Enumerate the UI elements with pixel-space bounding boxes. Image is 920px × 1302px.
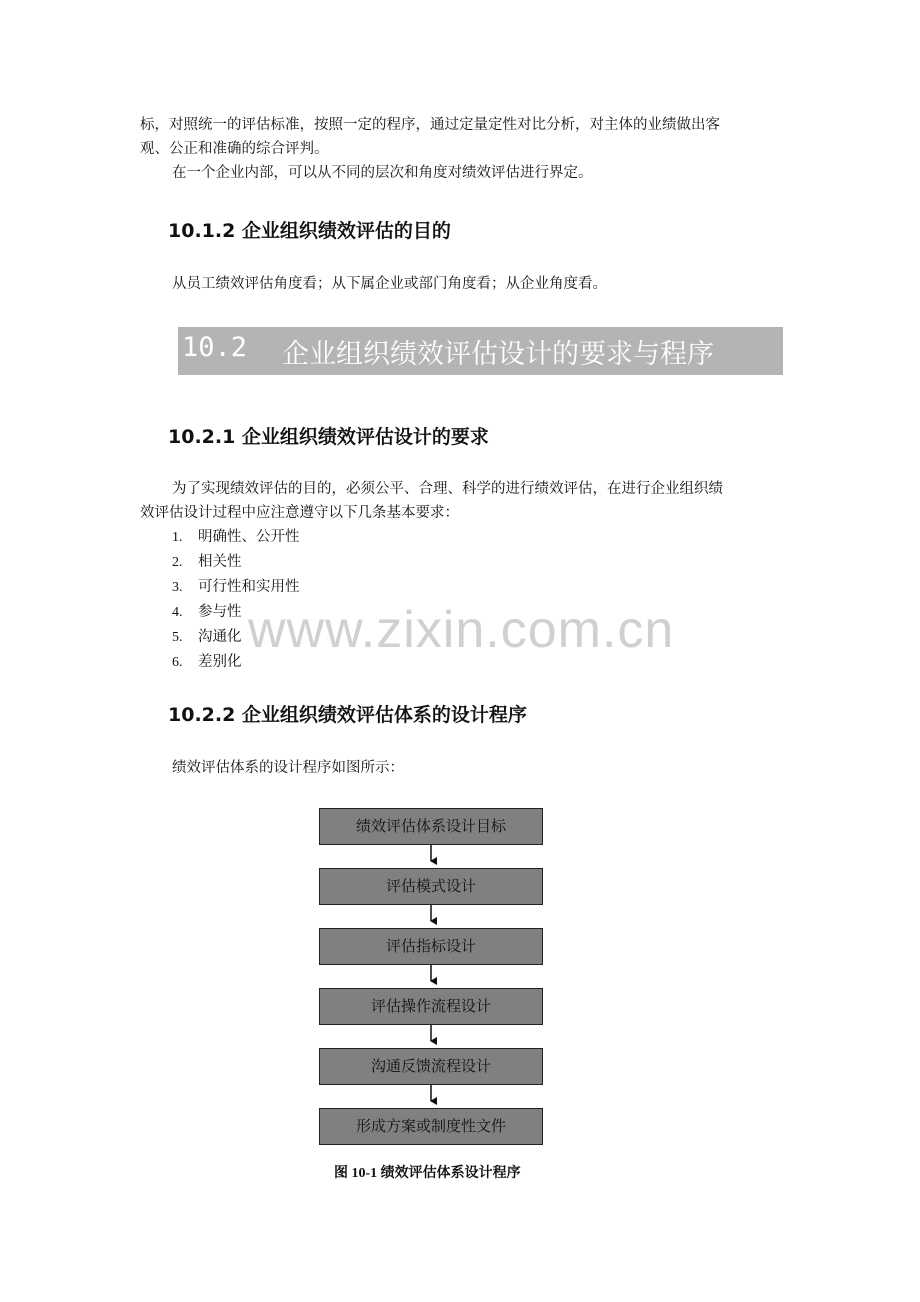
section-10-2-1-para-line-1: 为了实现绩效评估的目的，必须公平、合理、科学的进行绩效评估，在进行企业组织绩: [172, 481, 723, 497]
flow-step-2: 评估模式设计: [319, 868, 543, 905]
section-10-1-2-body: 从员工绩效评估角度看；从下属企业或部门角度看；从企业角度看。: [172, 276, 607, 292]
list-item-text: 明确性、公开性: [198, 529, 300, 545]
flow-step-4: 评估操作流程设计: [319, 988, 543, 1025]
list-item-number: 2.: [172, 555, 183, 570]
list-item-text: 可行性和实用性: [198, 579, 300, 595]
heading-10-2-2: 10.2.2 企业组织绩效评估体系的设计程序: [168, 704, 527, 726]
banner-number: 10.2: [182, 332, 248, 363]
flow-step-3: 评估指标设计: [319, 928, 543, 965]
list-item-text: 参与性: [198, 604, 242, 620]
list-item-number: 1.: [172, 530, 183, 545]
flow-step-6: 形成方案或制度性文件: [319, 1108, 543, 1145]
banner-title: 企业组织绩效评估设计的要求与程序: [282, 339, 714, 370]
list-item-number: 4.: [172, 605, 183, 620]
list-item-text: 差别化: [198, 654, 242, 670]
heading-10-2-1: 10.2.1 企业组织绩效评估设计的要求: [168, 426, 489, 448]
list-item-number: 6.: [172, 655, 183, 670]
list-item-text: 相关性: [198, 554, 242, 570]
section-10-2-2-body: 绩效评估体系的设计程序如图所示：: [172, 760, 404, 776]
flow-step-5: 沟通反馈流程设计: [319, 1048, 543, 1085]
list-item-number: 3.: [172, 580, 183, 595]
list-item-text: 沟通化: [198, 629, 242, 645]
list-item-number: 5.: [172, 630, 183, 645]
watermark: www.zixin.com.cn: [248, 601, 675, 659]
section-10-2-1-para-line-2: 效评估设计过程中应注意遵守以下几条基本要求：: [140, 505, 459, 521]
intro-line-2: 观、公正和准确的综合评判。: [140, 141, 329, 157]
intro-line-1: 标，对照统一的评估标准，按照一定的程序，通过定量定性对比分析，对主体的业绩做出客: [140, 117, 720, 133]
figure-caption: 图 10-1 绩效评估体系设计程序: [334, 1166, 521, 1181]
intro-line-3: 在一个企业内部，可以从不同的层次和角度对绩效评估进行界定。: [172, 165, 593, 181]
flow-step-1: 绩效评估体系设计目标: [319, 808, 543, 845]
heading-10-1-2: 10.1.2 企业组织绩效评估的目的: [168, 220, 451, 242]
